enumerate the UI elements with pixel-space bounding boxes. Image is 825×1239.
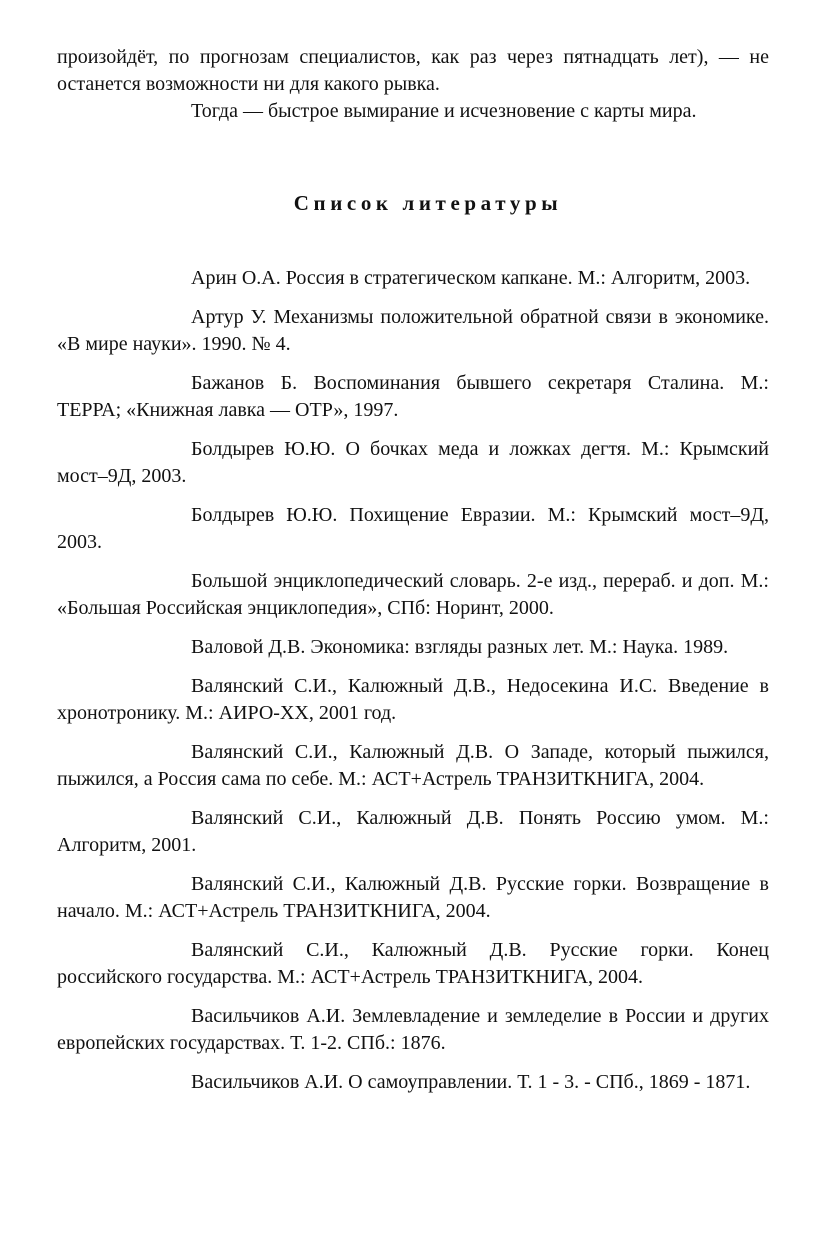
bibliography-entry: Болдырев Ю.Ю. Похищение Евразии. М.: Крымский мост–9Д, 2003. xyxy=(57,504,769,553)
bibliography-entry: Болдырев Ю.Ю. О бочках меда и ложках дегтя. М.: Крымский мост–9Д, 2003. xyxy=(57,438,769,487)
document-page xyxy=(57,44,769,1108)
bibliography-entry: Валянский С.И., Калюжный Д.В. О Западе, который пыжился, пыжился, а Россия сама по себе. М.: АСТ+Астрель ТРАНЗИТКНИГА, 2004. xyxy=(57,741,769,790)
bibliography-entry: Артур У. Механизмы положительной обратной связи в экономике. «В мире науки». 1990. № 4. xyxy=(57,306,769,355)
bibliography-entry: Валянский С.И., Калюжный Д.В. Понять Россию умом. М.: Алгоритм, 2001. xyxy=(57,807,769,856)
bibliography-entry: Васильчиков А.И. О самоуправлении. Т. 1 - 3. - СПб., 1869 - 1871. xyxy=(191,1071,751,1093)
bibliography-entry: Валянский С.И., Калюжный Д.В. Русские горки. Возвращение в начало. М.: АСТ+Астрель ТРАНЗИТКНИГА, 2004. xyxy=(57,873,769,922)
bibliography-entry: Валовой Д.В. Экономика: взгляды разных лет. М.: Наука. 1989. xyxy=(191,636,729,658)
bibliography-entry: Арин О.А. Россия в стратегическом капкане. М.: Алгоритм, 2003. xyxy=(191,267,751,289)
bibliography-entry: Валянский С.И., Калюжный Д.В., Недосекина И.С. Введение в хронотронику. М.: АИРО-XX, 2001 год. xyxy=(57,675,769,724)
intro-paragraph-conclusion: Тогда — быстрое вымирание и исчезновение с карты мира. xyxy=(191,100,697,122)
intro-paragraph-continuation: произойдёт, по прогнозам специалистов, как раз через пятнадцать лет), — не останется возможности ни для какого рывка. xyxy=(57,46,769,95)
bibliography-entry: Бажанов Б. Воспоминания бывшего секретаря Сталина. М.: ТЕРРА; «Книжная лавка — ОТР», 1997. xyxy=(57,372,769,421)
bibliography-entry: Валянский С.И., Калюжный Д.В. Русские горки. Конец российского государства. М.: АСТ+Астрель ТРАНЗИТКНИГА, 2004. xyxy=(57,939,769,988)
bibliography-list xyxy=(57,265,769,1096)
bibliography-entry: Большой энциклопедический словарь. 2-е изд., перераб. и доп. М.: «Большая Российская энциклопедия», СПб: Норинт, 2000. xyxy=(57,570,769,619)
bibliography-entry: Васильчиков А.И. Землевладение и земледелие в России и других европейских государствах. Т. 1-2. СПб.: 1876. xyxy=(57,1005,769,1054)
references-heading: Список литературы xyxy=(293,191,563,215)
